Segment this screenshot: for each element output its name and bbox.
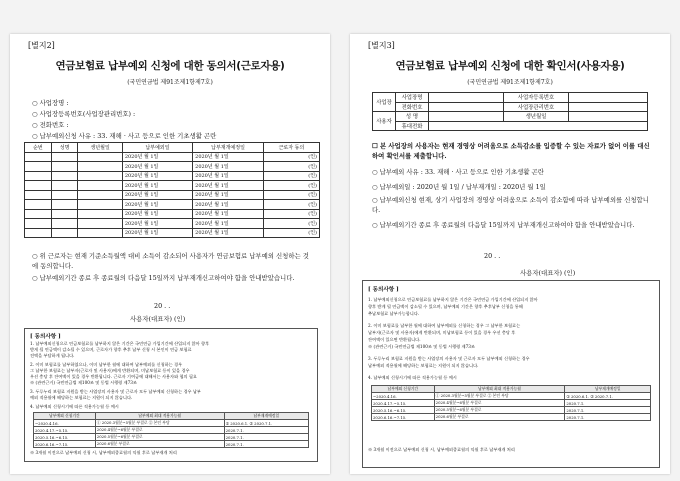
example-row	[34, 434, 309, 441]
notice-box	[362, 280, 660, 468]
mini-col-months: 납부예외 최대 적용가능월	[434, 386, 565, 393]
notice-line: 1. 납부예외신청으로 연금보험료를 납부하지 않은 기간은 국민연금 가입기간에 산입되지 않아 향후	[30, 341, 210, 346]
col-birth: 생년월일	[78, 143, 122, 153]
table-row	[25, 209, 320, 219]
field-registration-number: ○ 사업장등록번호(사업장관리번호) :	[32, 110, 136, 118]
example-row	[372, 393, 651, 400]
cell-no[interactable]	[25, 209, 52, 219]
cell-sign: (인)	[263, 200, 319, 210]
label-name: 성 명	[396, 112, 429, 122]
table-row	[25, 228, 320, 238]
label-workplace-name: 사업장명	[396, 93, 429, 103]
example-cell: 2020.6월분 부결로	[95, 441, 224, 448]
notice-line: 전액을 부담하게 됩니다.	[30, 353, 75, 358]
value-business-number[interactable]	[569, 93, 648, 103]
signer-line: 사용자(대표자) (인)	[130, 315, 186, 323]
notice-box	[24, 328, 318, 462]
mini-col-period: 납부예외 신청기간	[34, 413, 96, 420]
notice-line: 그 납부한 보험료는 납부자(근로자 및 사용자)에게 반환되며, 미납보험료 등이 있을 경우	[30, 368, 190, 373]
notice-line: 향후 받게 될 연금액이 감소될 수 있으며, 납부예외 기간은 향후 추후납부 신청을 통해	[368, 304, 523, 309]
table-row	[25, 190, 320, 200]
cell-res: 2020년 월 1일	[193, 152, 264, 162]
cell-birth[interactable]	[78, 200, 122, 210]
example-cell: 2020.7.1.	[224, 441, 308, 448]
cell-exc: 2020년 월 1일	[122, 190, 192, 200]
cell-res: 2020년 월 1일	[193, 181, 264, 191]
notice-line: 우선 충당 후 잔여액이 있을 경우 반환됩니다. 근로자 기여금에 대해서는 사용자와 협의 필요	[30, 374, 197, 379]
example-cell: ① 2020.6.1. ② 2020.7.1.	[565, 393, 651, 400]
cell-sign: (인)	[263, 181, 319, 191]
example-cell: 2020.5.16.~6.15.	[34, 434, 96, 441]
resume-notice: ○ 납부예외기간 종료 후 종료월의 다음달 15일까지 납부재개신고하여야 함을 안내받았습니다.	[32, 274, 295, 282]
value-mobile[interactable]	[429, 121, 648, 131]
label-mobile: 휴대전화	[396, 121, 429, 131]
cell-exc: 2020년 월 1일	[122, 152, 192, 162]
cell-res: 2020년 월 1일	[193, 190, 264, 200]
cell-res: 2020년 월 1일	[193, 209, 264, 219]
cell-name[interactable]	[51, 209, 78, 219]
example-cell: 2020.7.1.	[224, 434, 308, 441]
notice-line: ※ (관련근거) 국민연금법 제100조 및 동법 시행령 제73조	[368, 344, 475, 349]
cell-res: 2020년 월 1일	[193, 162, 264, 172]
notice-line: 3. 두루누리 보험료 지원을 받는 사업장의 사용자 및 근로자 모두 납부예외 신청하는 경우 납부	[30, 389, 201, 394]
cell-exc: 2020년 월 1일	[122, 181, 192, 191]
table-row	[25, 152, 320, 162]
cell-sign: (인)	[263, 228, 319, 238]
exception-period: ○ 납부예외일 : 2020년 월 1일 / 납부재개일 : 2020년 월 1일	[372, 183, 546, 191]
cell-name[interactable]	[51, 200, 78, 210]
date-line: 20 . .	[484, 252, 501, 260]
legal-basis: (국민연금법 제91조제1항제7호)	[127, 79, 213, 86]
example-cell: 2020.7.1.	[565, 407, 651, 414]
table-row	[25, 171, 320, 181]
cell-res: 2020년 월 1일	[193, 200, 264, 210]
cell-name[interactable]	[51, 171, 78, 181]
col-exception-date: 납부예외일	[122, 143, 192, 153]
notice-line: 예외 적용월에 해당하는 보험료는 지원이 되지 않습니다.	[30, 395, 133, 400]
example-cell: 2020.4월분~6월분 부결로	[95, 427, 224, 434]
example-cell: 2020.4.17.~5.15.	[372, 400, 435, 407]
example-cell: 2020.5월분~6월분 부결로	[434, 407, 565, 414]
example-cell: ① 2020.6.1. ② 2020.7.1.	[224, 420, 308, 427]
col-no: 순번	[25, 143, 52, 153]
col-consent: 근로자 동의	[263, 143, 319, 153]
cell-no[interactable]	[25, 190, 52, 200]
cell-sign: (인)	[263, 171, 319, 181]
example-cell: ~2020.4.16.	[34, 420, 96, 427]
notice-line: 3. 두루누리 보험료 지원을 받는 사업장의 사용자 및 근로자 모두 납부예외 신청하는 경우	[368, 356, 530, 361]
cell-name[interactable]	[51, 219, 78, 229]
cell-exc: 2020년 월 1일	[122, 228, 192, 238]
footnote: ※ 3개월 이전으로 납부예외 신청 시, 납부예외종료월의 익월 후로 납부재개 처리	[368, 447, 515, 452]
example-row	[34, 420, 309, 427]
example-cell: ① 2020.3월분~5월분 부결로 ② 본인 부담	[95, 420, 224, 427]
form-title: 연금보험료 납부예외 신청에 대한 동의서(근로자용)	[55, 60, 285, 72]
field-phone: ○ 전화번호 :	[32, 121, 69, 129]
legal-basis: (국민연금법 제91조제1항제7호)	[467, 79, 553, 86]
example-row	[34, 427, 309, 434]
consent-form-page	[10, 34, 330, 474]
apply-statement: ○ 납부예외신청 현재, 상기 사업장의 경영상 어려움으로 소득이 감소함에 따라 납부예외를 신청합니다.	[372, 196, 649, 214]
cell-res: 2020년 월 1일	[193, 219, 264, 229]
worker-table	[24, 142, 320, 238]
notice-line: 1. 납부예외신청으로 연금보험료를 납부하지 않은 기간은 국민연금 가입기간에 산입되지 않아	[368, 297, 538, 302]
confirmation-intro: ☐ 본 사업장의 사용자는 현재 경영상 어려움으로 소득감소를 입증할 수 있는 자료가 없어 이를 대신하여 확인서를 제출합니다.	[372, 142, 650, 160]
table-row	[25, 181, 320, 191]
cell-sign: (인)	[263, 190, 319, 200]
cell-no[interactable]	[25, 228, 52, 238]
mini-col-resume: 납부재개예정일	[565, 386, 651, 393]
notice-line: 추납보험료 납부가능합니다.	[368, 311, 420, 316]
group-employer: 사용자	[373, 112, 396, 131]
cell-exc: 2020년 월 1일	[122, 162, 192, 172]
cell-sign: (인)	[263, 152, 319, 162]
cell-sign: (인)	[263, 219, 319, 229]
employer-info-table	[372, 92, 648, 131]
example-cell: ① 2020.3월분~5월분 부결로 ② 본인 부담	[434, 393, 565, 400]
cell-birth[interactable]	[78, 152, 122, 162]
notice-line: ※ (관련근거) 국민연금법 제100조 및 동법 시행령 제73조	[30, 380, 137, 385]
example-cell: 2020.4월분~6월분 부결로	[434, 400, 565, 407]
notice-title: [ 동의사항 ]	[368, 287, 399, 293]
example-cell: 2020.6.16.~7.15.	[34, 441, 96, 448]
example-cell: 2020.7.1.	[565, 400, 651, 407]
cell-birth[interactable]	[78, 190, 122, 200]
attachment-tag: [별지2]	[28, 41, 55, 50]
cell-name[interactable]	[51, 162, 78, 172]
field-workplace-name: ○ 사업장명 :	[32, 99, 69, 107]
example-cell: 2020.5월분~6월분 부결로	[95, 434, 224, 441]
notice-line: 2. 이미 보험료를 납부한 월에 대하여 납부예외를 신청하는 경우 그 납부한 보험료는	[368, 323, 521, 328]
cell-birth[interactable]	[78, 209, 122, 219]
cell-no[interactable]	[25, 171, 52, 181]
example-row	[372, 407, 651, 414]
mini-col-resume: 납부재개예정일	[224, 413, 308, 420]
notice-line: 납부예외 적용월에 해당하는 보험료는 지원이 되지 않습니다.	[368, 363, 479, 368]
example-row	[34, 441, 309, 448]
notice-line: 4. 납부예외 신청시기에 따른 적용가능월 등 예시	[368, 375, 457, 380]
cell-birth[interactable]	[78, 162, 122, 172]
value-workplace-name[interactable]	[429, 93, 504, 103]
mini-col-months: 납부예외 최대 적용가능월	[95, 413, 224, 420]
example-cell: 2020.7.1.	[565, 414, 651, 421]
date-line: 20 . .	[154, 302, 171, 310]
table-row	[25, 162, 320, 172]
col-resume-date: 납부재개예정일	[193, 143, 264, 153]
cell-no[interactable]	[25, 162, 52, 172]
example-row	[372, 400, 651, 407]
confirmation-form-page	[350, 34, 670, 474]
cell-res: 2020년 월 1일	[193, 171, 264, 181]
label-birth: 생년월일	[504, 112, 569, 122]
group-workplace: 사업장	[373, 93, 396, 112]
example-cell: 2020.6월분 부결로	[434, 414, 565, 421]
value-birth[interactable]	[569, 112, 648, 122]
consent-statement: ○ 위 근로자는 현재 기준소득월액 대비 소득이 감소되어 사용자가 연금보험료 납부예외 신청하는 것에 동의합니다.	[32, 252, 309, 270]
attachment-tag: [별지3]	[368, 41, 395, 50]
cell-exc: 2020년 월 1일	[122, 219, 192, 229]
example-cell: 2020.5.16.~6.15.	[372, 407, 435, 414]
cell-res: 2020년 월 1일	[193, 228, 264, 238]
notice-line: 잔여액이 있으면 반환됩니다.	[368, 337, 421, 342]
value-management-number[interactable]	[569, 102, 648, 112]
example-cell: ~2020.4.16.	[372, 393, 435, 400]
cell-no[interactable]	[25, 219, 52, 229]
label-phone: 전화번호	[396, 102, 429, 112]
field-exception-reason: ○ 납부예외신청 사유 : 33. 재해 · 사고 등으로 인한 기초생활 곤란	[32, 132, 217, 140]
notice-line: 2. 이미 보험료를 납부하였으나, 이미 납부한 월에 대하여 납부예외를 신청하는 경우	[30, 362, 183, 367]
cell-exc: 2020년 월 1일	[122, 200, 192, 210]
example-table	[33, 412, 309, 448]
cell-birth[interactable]	[78, 171, 122, 181]
example-cell: 2020.6.16.~7.15.	[372, 414, 435, 421]
cell-no[interactable]	[25, 200, 52, 210]
exception-reason: ○ 납부예외 사유 : 33. 재해 · 사고 등으로 인한 기초생활 곤란	[372, 168, 544, 176]
value-name[interactable]	[429, 112, 504, 122]
cell-birth[interactable]	[78, 228, 122, 238]
notice-line: 받게 될 연금액이 감소될 수 있으며, 근로자가 향후 추후 납부 신청 시 본인이 연금 보험료	[30, 347, 192, 352]
notice-title: [ 동의사항 ]	[30, 334, 61, 340]
cell-exc: 2020년 월 1일	[122, 171, 192, 181]
cell-name[interactable]	[51, 190, 78, 200]
label-business-number: 사업자등록번호	[504, 93, 569, 103]
mini-col-period: 납부예외 신청기간	[372, 386, 435, 393]
signer-line: 사용자(대표자) (인)	[520, 269, 576, 277]
value-phone[interactable]	[429, 102, 504, 112]
cell-name[interactable]	[51, 152, 78, 162]
example-cell: 2020.4.17.~5.15.	[34, 427, 96, 434]
cell-name[interactable]	[51, 228, 78, 238]
col-name: 성명	[51, 143, 78, 153]
example-table	[371, 385, 651, 421]
example-cell: 2020.7.1.	[224, 427, 308, 434]
cell-name[interactable]	[51, 181, 78, 191]
notice-line: 4. 납부예외 신청시기에 따른 적용가능월 등 예시	[30, 404, 119, 409]
cell-sign: (인)	[263, 162, 319, 172]
form-title: 연금보험료 납부예외 신청에 대한 확인서(사용자용)	[395, 60, 625, 72]
cell-birth[interactable]	[78, 181, 122, 191]
notice-line: 납부자(근로자 및 사용자)에게 반환되며, 미납보험료 등이 있을 경우 우선 충당 후	[368, 330, 516, 335]
cell-no[interactable]	[25, 181, 52, 191]
resume-notice: ○ 납부예외기간 종료 후 종료월의 다음달 15일까지 납부재개신고하여야 함을 안내받았습니다.	[372, 221, 635, 229]
cell-no[interactable]	[25, 152, 52, 162]
cell-exc: 2020년 월 1일	[122, 209, 192, 219]
cell-sign: (인)	[263, 209, 319, 219]
footnote: ※ 3개월 이전으로 납부예외 신청 시, 납부예외종료월의 익월 후로 납부재개 처리	[30, 450, 177, 455]
example-row	[372, 414, 651, 421]
table-row	[25, 200, 320, 210]
label-management-number: 사업장관리번호	[504, 102, 569, 112]
table-row	[25, 219, 320, 229]
cell-birth[interactable]	[78, 219, 122, 229]
